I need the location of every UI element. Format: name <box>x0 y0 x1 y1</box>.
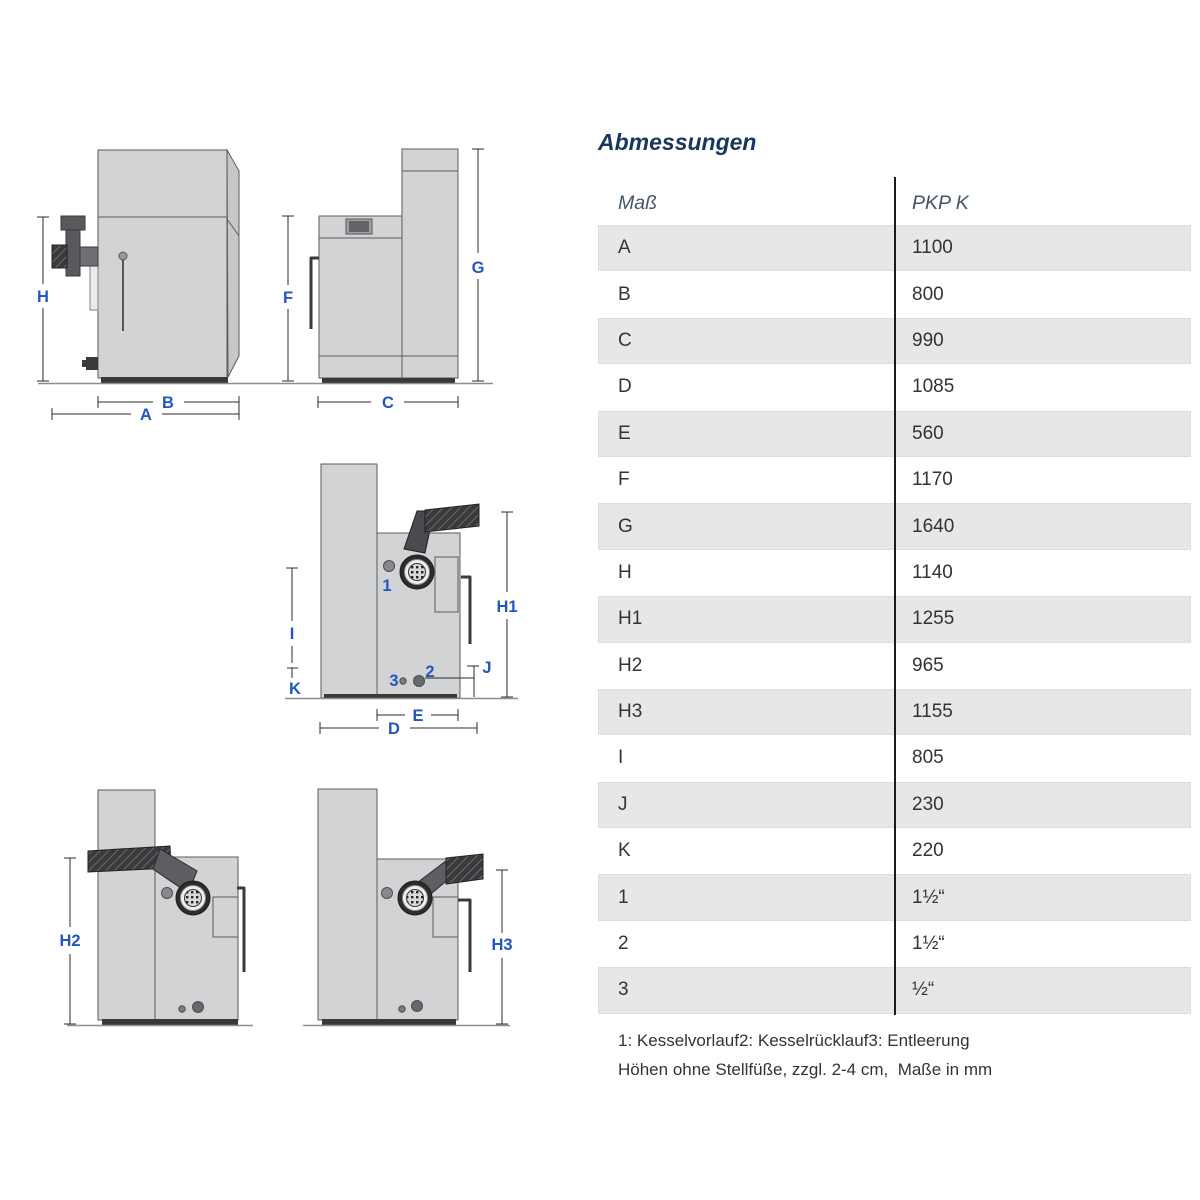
dim-label-f: F <box>282 289 294 307</box>
dimension-label: B <box>618 283 631 305</box>
dimension-label: I <box>618 747 624 769</box>
dimension-label: G <box>618 515 633 537</box>
dim-label-h3: H3 <box>491 936 513 954</box>
blower-fan-icon <box>400 555 434 589</box>
flue-duct <box>446 854 483 884</box>
dimension-label: 1 <box>618 886 629 908</box>
page-title: Abmessungen <box>598 129 757 155</box>
technical-drawings <box>0 0 560 1200</box>
dimension-value: 220 <box>912 840 944 862</box>
drain-port <box>179 1006 185 1012</box>
dimension-value: 1155 <box>912 701 953 723</box>
burner-knob <box>52 245 67 268</box>
port-legend <box>618 1030 992 1052</box>
boiler-body <box>319 216 402 378</box>
dimension-value: 1640 <box>912 515 955 537</box>
door-handle <box>458 900 470 972</box>
flow-port-1 <box>384 561 395 572</box>
blower-fan-icon <box>176 881 210 915</box>
dimension-value: 1½“ <box>912 933 945 955</box>
pellet-hopper <box>98 790 155 1020</box>
drain-port <box>399 1006 405 1012</box>
pellet-hopper <box>318 789 377 1020</box>
dim-label-h2: H2 <box>59 932 81 950</box>
footnotes <box>618 1030 992 1081</box>
dimension-label: J <box>618 793 628 815</box>
dimension-label: A <box>618 237 631 259</box>
dimension-value: 965 <box>912 654 944 676</box>
door-handle <box>311 258 319 329</box>
dim-label-a: A <box>140 406 152 424</box>
dimension-label: H2 <box>618 654 643 676</box>
flue-duct <box>425 504 479 532</box>
column-header-mass: Maß <box>618 192 657 214</box>
dimension-label: H3 <box>618 701 643 723</box>
dim-label-i: I <box>289 625 295 643</box>
dimension-label: D <box>618 376 632 398</box>
dimension-label: F <box>618 469 630 491</box>
port-label-3: 3 <box>389 672 399 690</box>
dim-label-j: J <box>482 659 492 677</box>
boiler-base <box>102 1019 238 1025</box>
boiler-base <box>322 1019 456 1025</box>
measurement-note: Höhen ohne Stellfüße, zzgl. 2-4 cm, Maße in mm <box>618 1060 993 1079</box>
dim-label-g: G <box>471 259 485 277</box>
dimensions-table <box>598 128 1191 1014</box>
dimension-label: 2 <box>618 933 629 955</box>
dimension-value: 800 <box>912 283 944 305</box>
dim-label-k: K <box>289 680 301 698</box>
drain-port <box>86 357 98 370</box>
dimension-value: 1100 <box>912 237 953 259</box>
flow-port <box>162 888 173 899</box>
legend-item-3: 3: Entleerung <box>868 1031 970 1050</box>
drain-port-3 <box>400 678 406 684</box>
port-label-1: 1 <box>382 577 392 595</box>
blower-fan-icon <box>398 881 432 915</box>
return-port <box>193 1002 204 1013</box>
dimension-label: C <box>618 329 632 351</box>
burner-pipe <box>66 229 80 276</box>
column-header-pkpk: PKP K <box>912 192 969 214</box>
legend-item-2: 2: Kesselrücklauf <box>738 1031 869 1050</box>
legend-item-1: 1: Kesselvorlauf <box>618 1031 739 1050</box>
dimension-value: 1140 <box>912 561 953 583</box>
boiler-body <box>98 150 227 378</box>
flow-port <box>382 888 393 899</box>
column-divider <box>894 177 896 1015</box>
door-pin <box>119 252 127 260</box>
dimension-value: 560 <box>912 422 944 444</box>
port-label-2: 2 <box>425 663 435 681</box>
dimension-label: 3 <box>618 979 629 1001</box>
dimension-value: 1255 <box>912 608 955 630</box>
dim-label-e: E <box>412 707 424 725</box>
rear-view-drawing <box>285 464 518 738</box>
dimension-value: 230 <box>912 793 944 815</box>
dimension-value: 990 <box>912 329 944 351</box>
dim-label-d: D <box>388 720 400 738</box>
dimension-value: 805 <box>912 747 944 769</box>
dimension-value: 1170 <box>912 469 953 491</box>
return-port-2 <box>414 676 425 687</box>
side-view-drawing <box>282 149 484 412</box>
pellet-hopper <box>402 149 458 378</box>
return-port <box>412 1001 423 1012</box>
dimension-value: 1½“ <box>912 886 945 908</box>
left-exhaust-view-drawing <box>59 790 253 1026</box>
dim-label-h1: H1 <box>496 598 518 616</box>
dimension-value: ½“ <box>912 979 935 1001</box>
pellet-hopper <box>321 464 377 698</box>
dimension-label: K <box>618 840 631 862</box>
boiler-base <box>101 377 228 383</box>
dimension-label: H1 <box>618 608 643 630</box>
dimension-label: H <box>618 561 632 583</box>
dimension-label: E <box>618 422 631 444</box>
right-exhaust-view-drawing <box>303 789 513 1026</box>
dim-label-b: B <box>162 394 174 412</box>
dimension-value: 1085 <box>912 376 955 398</box>
dim-label-h: H <box>37 288 49 306</box>
dim-label-c: C <box>382 394 394 412</box>
door-handle <box>461 577 470 644</box>
